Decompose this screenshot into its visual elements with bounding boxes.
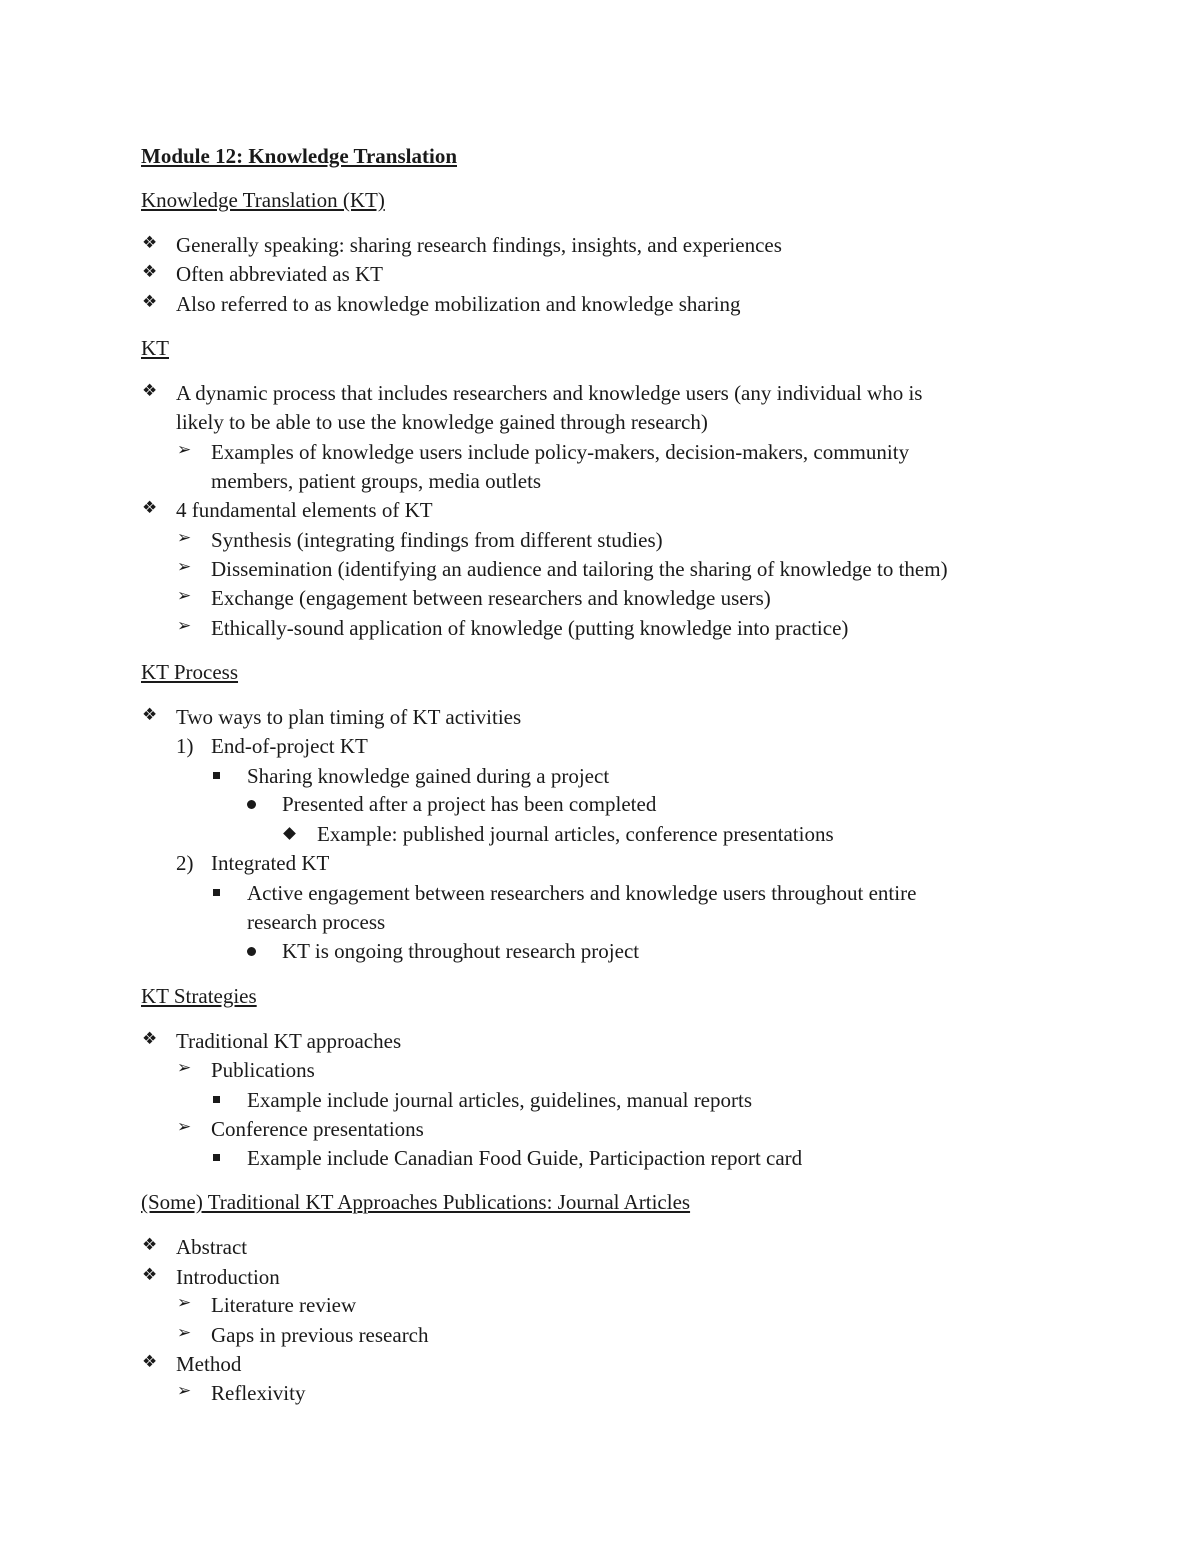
four-diamond-bullet-icon: ❖ xyxy=(142,381,158,401)
four-diamond-bullet-icon: ❖ xyxy=(142,1352,158,1372)
bullet-text: Also referred to as knowledge mobilization and knowledge sharing xyxy=(176,292,741,316)
arrowhead-bullet-icon: ➢ xyxy=(177,440,192,460)
sub-bullet-text: Examples of knowledge users include policy-makers, decision-makers, community xyxy=(211,440,910,464)
bullet-text: Two ways to plan timing of KT activities xyxy=(176,705,522,729)
round-bullet-icon xyxy=(247,800,256,809)
arrowhead-bullet-icon: ➢ xyxy=(177,1323,192,1343)
numbered-item-text: Integrated KT xyxy=(211,851,330,875)
sub-bullet-text: Example include journal articles, guidelines, manual reports xyxy=(247,1088,753,1112)
arrowhead-bullet-icon: ➢ xyxy=(177,1381,192,1401)
document-title: Module 12: Knowledge Translation xyxy=(141,144,457,168)
sub-bullet-text: Conference presentations xyxy=(211,1117,424,1141)
square-bullet-icon xyxy=(213,1154,220,1161)
bullet-text: A dynamic process that includes researchers and knowledge users (any individual who is xyxy=(176,381,923,405)
four-diamond-bullet-icon: ❖ xyxy=(142,1235,158,1255)
section-heading-kt-definition: Knowledge Translation (KT) xyxy=(141,188,385,212)
four-diamond-bullet-icon: ❖ xyxy=(142,233,158,253)
sub-bullet-text: Gaps in previous research xyxy=(211,1323,429,1347)
arrowhead-bullet-icon: ➢ xyxy=(177,616,192,636)
sub-bullet-text: Sharing knowledge gained during a project xyxy=(247,764,610,788)
square-bullet-icon xyxy=(213,1096,220,1103)
sub-bullet-text: Ethically-sound application of knowledge (putting knowledge into practice) xyxy=(211,616,849,640)
bullet-text: Traditional KT approaches xyxy=(176,1029,402,1053)
sub-bullet-text: Exchange (engagement between researchers and knowledge users) xyxy=(211,586,771,610)
section-heading-kt: KT xyxy=(141,336,169,360)
four-diamond-bullet-icon: ❖ xyxy=(142,292,158,312)
bullet-text: Introduction xyxy=(176,1265,280,1289)
arrowhead-bullet-icon: ➢ xyxy=(177,557,192,577)
list-number: 1) xyxy=(176,734,194,758)
bullet-text: Generally speaking: sharing research findings, insights, and experiences xyxy=(176,233,782,257)
bullet-text: Often abbreviated as KT xyxy=(176,262,383,286)
numbered-item-text: End-of-project KT xyxy=(211,734,368,758)
bullet-text: 4 fundamental elements of KT xyxy=(176,498,433,522)
arrowhead-bullet-icon: ➢ xyxy=(177,586,192,606)
sub-bullet-text: Example: published journal articles, conference presentations xyxy=(317,822,834,846)
sub-bullet-text: Example include Canadian Food Guide, Participaction report card xyxy=(247,1146,803,1170)
diamond-bullet-icon xyxy=(283,827,296,840)
arrowhead-bullet-icon: ➢ xyxy=(177,1117,192,1137)
arrowhead-bullet-icon: ➢ xyxy=(177,1058,192,1078)
sub-bullet-text: Active engagement between researchers and knowledge users throughout entire xyxy=(247,881,917,905)
sub-bullet-text-continued: members, patient groups, media outlets xyxy=(211,469,542,493)
sub-bullet-text: Literature review xyxy=(211,1293,357,1317)
section-heading-journal-articles: (Some) Traditional KT Approaches Publications: Journal Articles xyxy=(141,1190,691,1214)
sub-bullet-text: KT is ongoing throughout research project xyxy=(282,939,640,963)
four-diamond-bullet-icon: ❖ xyxy=(142,1029,158,1049)
four-diamond-bullet-icon: ❖ xyxy=(142,705,158,725)
four-diamond-bullet-icon: ❖ xyxy=(142,262,158,282)
sub-bullet-text: Reflexivity xyxy=(211,1381,306,1405)
section-heading-kt-process: KT Process xyxy=(141,660,239,684)
four-diamond-bullet-icon: ❖ xyxy=(142,498,158,518)
sub-bullet-text: Presented after a project has been completed xyxy=(282,792,657,816)
square-bullet-icon xyxy=(213,889,220,896)
list-number: 2) xyxy=(176,851,194,875)
four-diamond-bullet-icon: ❖ xyxy=(142,1265,158,1285)
sub-bullet-text-continued: research process xyxy=(247,910,386,934)
sub-bullet-text: Publications xyxy=(211,1058,315,1082)
arrowhead-bullet-icon: ➢ xyxy=(177,1293,192,1313)
bullet-text: Method xyxy=(176,1352,242,1376)
bullet-text-continued: likely to be able to use the knowledge gained through research) xyxy=(176,410,708,434)
section-heading-kt-strategies: KT Strategies xyxy=(141,984,257,1008)
bullet-text: Abstract xyxy=(176,1235,248,1259)
round-bullet-icon xyxy=(247,947,256,956)
arrowhead-bullet-icon: ➢ xyxy=(177,528,192,548)
sub-bullet-text: Synthesis (integrating findings from different studies) xyxy=(211,528,663,552)
square-bullet-icon xyxy=(213,772,220,779)
sub-bullet-text: Dissemination (identifying an audience and tailoring the sharing of knowledge to them) xyxy=(211,557,948,581)
